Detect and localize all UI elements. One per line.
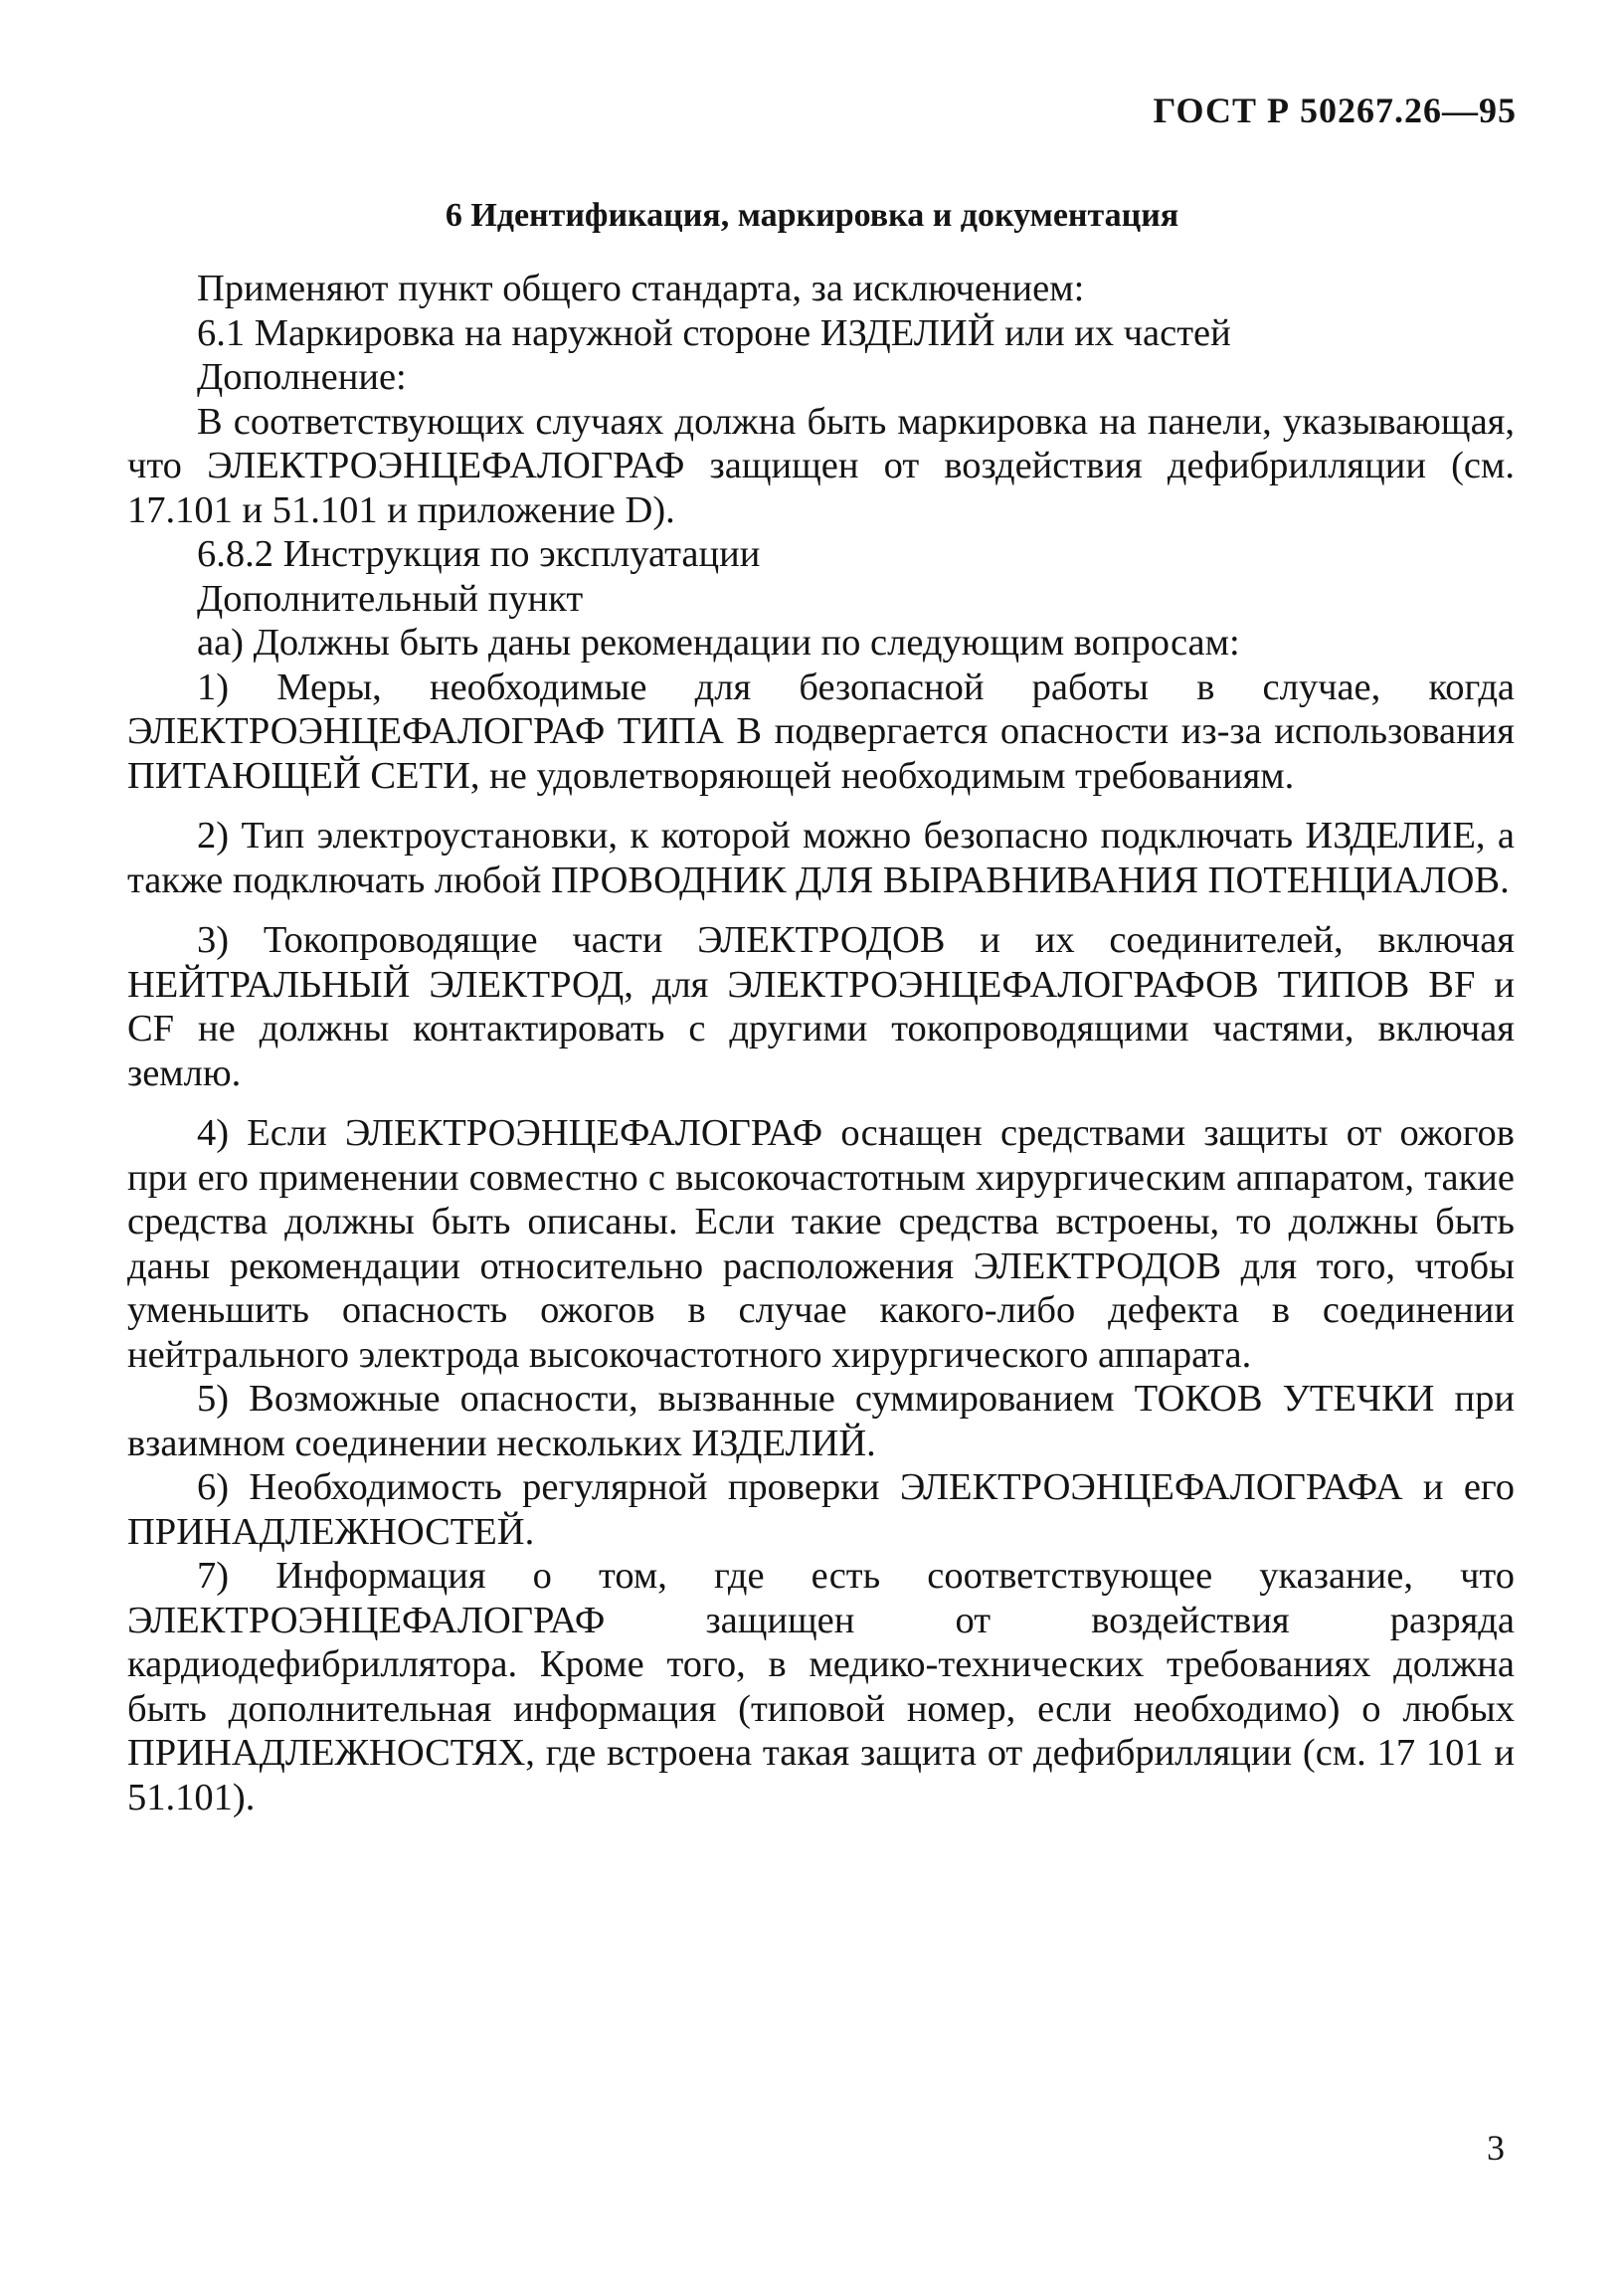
list-item-7: 7) Информация о том, где есть соответствующее указание, что ЭЛЕКТРОЭНЦЕФАЛОГРАФ защищен от воздействия разряда кардиодефибриллятора. Кроме того, в медико-технических требованиях должна быть дополнительная информация (типовой номер, если необходимо) о любых ПРИНАДЛЕЖНОСТЯХ, где встроена такая защита от дефибрилляции (см. 17 101 и 51.101). [127,1555,1515,1818]
paragraph-6-1: 6.1 Маркировка на наружной стороне ИЗДЕЛИЙ или их частей [197,311,1231,354]
section-title: 6 Идентификация, маркировка и документация [445,197,1179,234]
list-item-6: 6) Необходимость регулярной проверки ЭЛЕКТРОЭНЦЕФАЛОГРАФА и его ПРИНАДЛЕЖНОСТЕЙ. [127,1466,1515,1553]
list-item-1: 1) Меры, необходимые для безопасной работы в случае, когда ЭЛЕКТРОЭНЦЕФАЛОГРАФ ТИПА В подвергается опасности из-за использования ПИТАЮЩЕЙ СЕТИ, не удовлетворяющей необходимым требованиям. [127,666,1515,797]
paragraph-marking-panel: В соответствующих случаях должна быть маркировка на панели, указывающая, что ЭЛЕКТРОЭНЦЕФАЛОГРАФ защищен от воздействия дефибрилляции (см. 17.101 и 51.101 и приложение D). [127,400,1515,531]
paragraph-addition-label: Дополнение: [197,356,407,398]
paragraph-intro: Применяют пункт общего стандарта, за исключением: [197,268,1085,309]
list-item-5: 5) Возможные опасности, вызванные суммированием ТОКОВ УТЕЧКИ при взаимном соединении нескольких ИЗДЕЛИЙ. [127,1378,1515,1464]
list-item-2: 2) Тип электроустановки, к которой можно безопасно подключать ИЗДЕЛИЕ, а также подключать любой ПРОВОДНИК ДЛЯ ВЫРАВНИВАНИЯ ПОТЕНЦИАЛОВ. [127,815,1515,901]
paragraph-aa: аа) Должны быть даны рекомендации по следующим вопросам: [197,622,1240,664]
section-body [127,267,1515,1819]
page-number: 3 [1487,2128,1505,2168]
list-item-3: 3) Токопроводящие части ЭЛЕКТРОДОВ и их соединителей, включая НЕЙТРАЛЬНЫЙ ЭЛЕКТРОД, для ЭЛЕКТРОЭНЦЕФАЛОГРАФОВ ТИПОВ BF и CF не должны контактировать с другими токопроводящими частями, включая землю. [127,919,1515,1094]
standard-code: ГОСТ Р 50267.26—95 [1153,91,1517,130]
list-item-4: 4) Если ЭЛЕКТРОЭНЦЕФАЛОГРАФ оснащен средствами защиты от ожогов при его применении совместно с высокочастотным хирургическим аппаратом, такие средства должны быть описаны. Если такие средства встроены, то должны быть даны рекомендации относительно расположения ЭЛЕКТРОДОВ для того, чтобы уменьшить опасность ожогов в случае какого-либо дефекта в соединении нейтрального электрода высокочастотного хирургического аппарата. [127,1112,1515,1376]
paragraph-6-8-2: 6.8.2 Инструкция по эксплуатации [197,533,761,575]
paragraph-additional-item: Дополнительный пункт [197,577,584,620]
